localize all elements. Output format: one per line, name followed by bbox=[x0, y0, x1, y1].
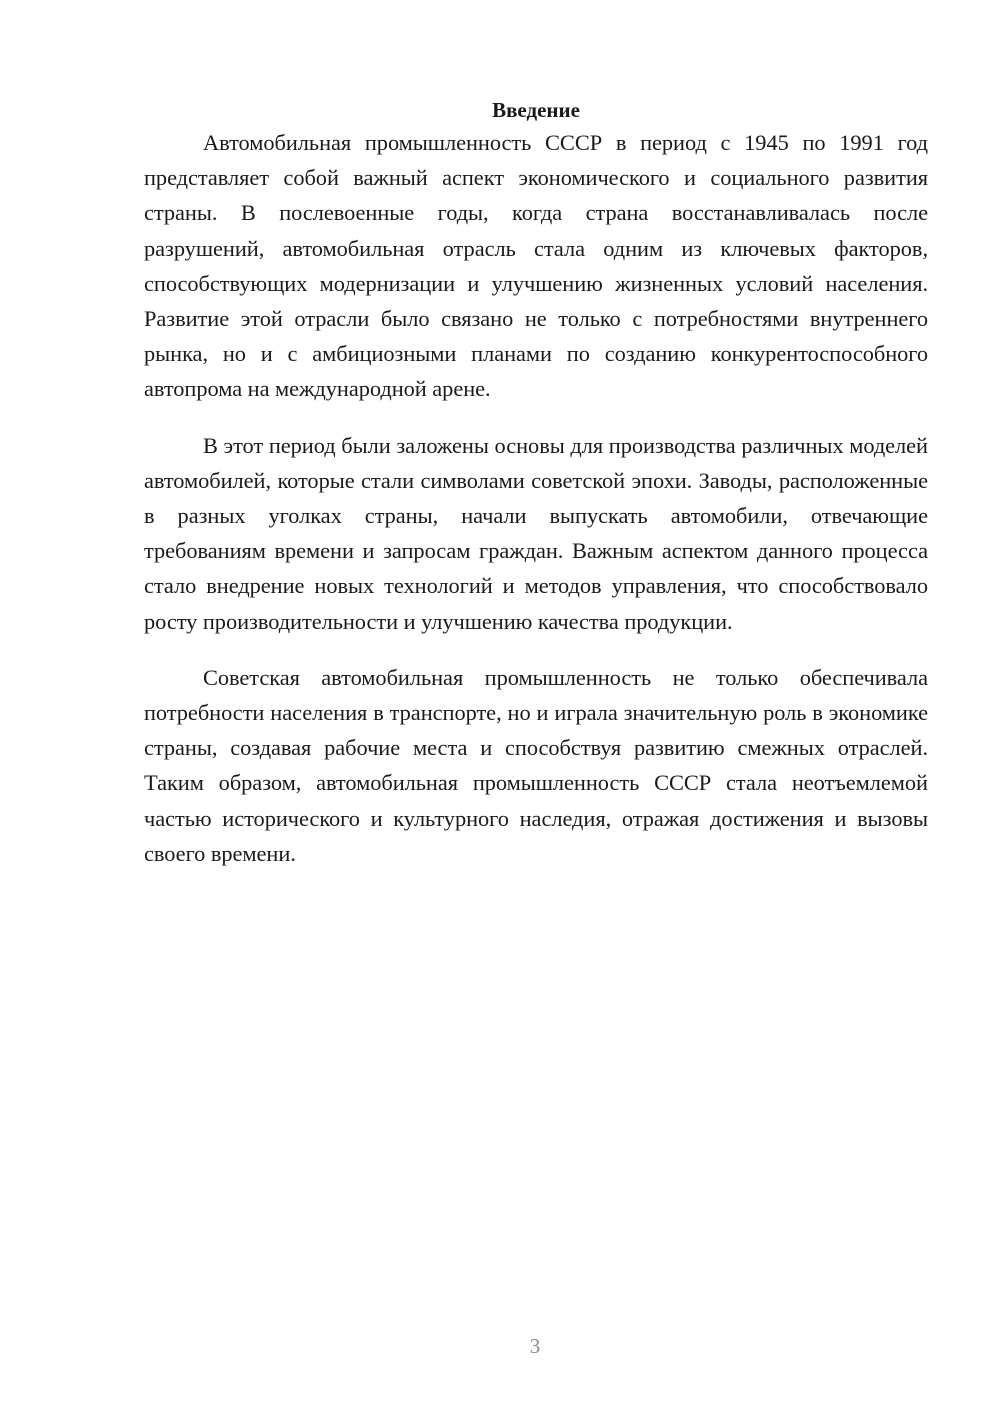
page-content bbox=[144, 95, 928, 892]
page-number: 3 bbox=[529, 1334, 541, 1358]
paragraph-1: Автомобильная промышленность СССР в период с 1945 по 1991 год представляет собой важный аспект экономического и социального развития страны. В послевоенные годы, когда страна восстанавливалась после разрушений, автомобильная отрасль стала одним из ключевых факторов, способствующих модернизации и улучшению жизненных условий населения. Развитие этой отрасли было связано не только с потребностями внутреннего рынка, но и с амбициозными планами по созданию конкурентоспособного автопрома на международной арене. bbox=[144, 130, 928, 402]
section-heading: Введение bbox=[492, 98, 580, 122]
paragraph-2: В этот период были заложены основы для производства различных моделей автомобилей, которые стали символами советской эпохи. Заводы, расположенные в разных уголках страны, начали выпускать автомобили, отвечающие требованиям времени и запросам граждан. Важным аспектом данного процесса стало внедрение новых технологий и методов управления, что способствовало росту производительности и улучшению качества продукции. bbox=[144, 432, 928, 634]
paragraph-3: Советская автомобильная промышленность не только обеспечивала потребности населения в транспорте, но и играла значительную роль в экономике страны, создавая рабочие места и способствуя развитию смежных отраслей. Таким образом, автомобильная промышленность СССР стала неотъемлемой частью исторического и культурного наследия, отражая достижения и вызовы своего времени. bbox=[144, 664, 928, 866]
